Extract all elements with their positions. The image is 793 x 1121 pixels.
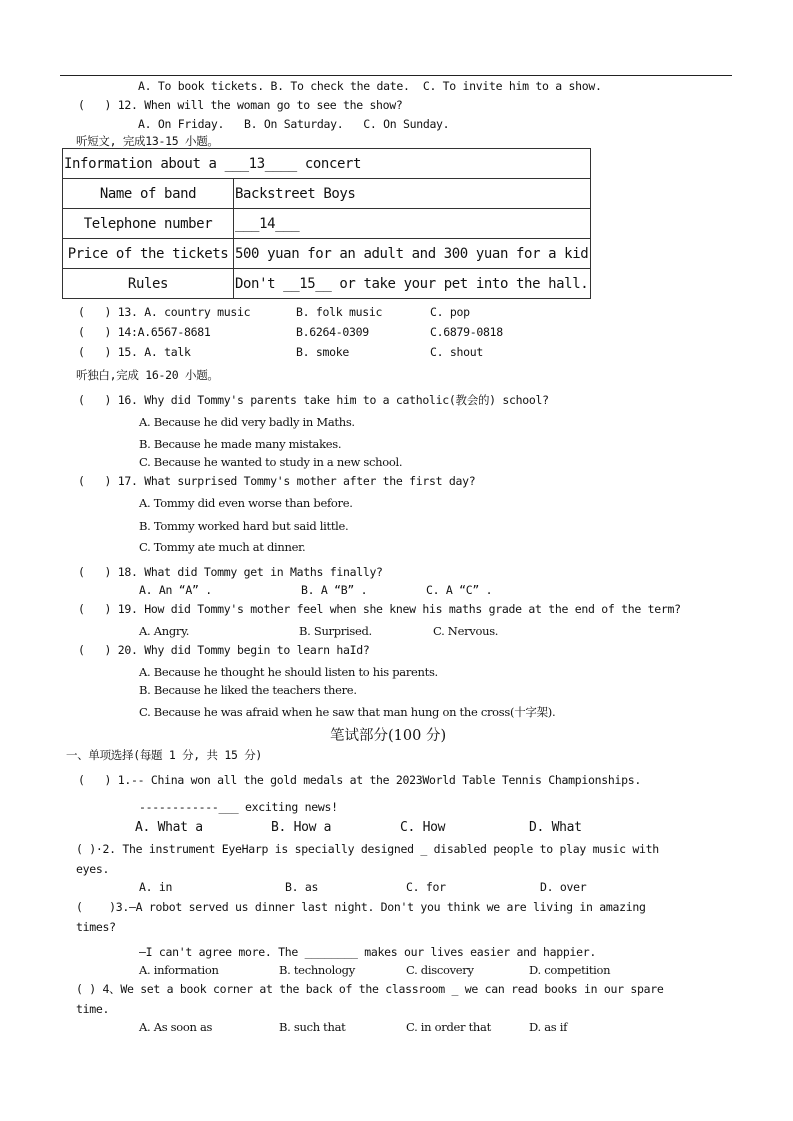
table-row [63, 179, 591, 209]
w2-stem: ( )·2. The instrument EyeHarp is specially designed _ disabled people to play music with [76, 842, 659, 856]
w1-option-d: D. What [529, 820, 582, 835]
q13-option-c: C. pop [430, 305, 470, 319]
q15-option-c: C. shout [430, 345, 483, 359]
w1-line2: ------------___ exciting news! [139, 800, 338, 814]
header-rule [60, 75, 732, 76]
q13-option-b: B. folk music [296, 305, 383, 319]
table-header: Information about a ___13____ concert [63, 149, 591, 179]
w1-option-c: C. How [400, 820, 446, 835]
w1-option-a: A. What a [135, 820, 203, 835]
q18-option-c: C. A “C” . [426, 583, 493, 597]
q19-option-c: C. Nervous. [433, 624, 499, 638]
row-label: Price of the tickets [63, 239, 234, 269]
q16-option-c: C. Because he wanted to study in a new school. [139, 455, 403, 469]
q20-option-b: B. Because he liked the teachers there. [139, 683, 357, 697]
q13-stem: ( ) 13. A. country music [78, 305, 251, 319]
q17-option-b: B. Tommy worked hard but said little. [139, 519, 349, 533]
q11-options: A. To book tickets. B. To check the date. C. To invite him to a show. [138, 79, 602, 93]
w3-option-b: B. technology [279, 963, 355, 977]
w3-line2: —I can't agree more. The ________ makes our lives easier and happier. [139, 945, 597, 959]
q15-option-b: B. smoke [296, 345, 349, 359]
w4-continuation: time. [76, 1002, 110, 1016]
concert-info-table [62, 148, 591, 299]
part1-title: 一、单项选择(每题 1 分, 共 15 分) [66, 748, 263, 762]
w2-option-b: B. as [285, 880, 319, 894]
q18-option-b: B. A “B” . [301, 583, 368, 597]
q20-stem: ( ) 20. Why did Tommy begin to learn haId? [78, 643, 370, 657]
w4-stem: ( ) 4、We set a book corner at the back of the classroom _ we can read books in our spare [76, 982, 664, 996]
table-row [63, 209, 591, 239]
row-label: Telephone number [63, 209, 234, 239]
w2-option-a: A. in [139, 880, 173, 894]
q14-option-b: B.6264-0309 [296, 325, 369, 339]
w3-continuation: times? [76, 920, 116, 934]
w2-option-d: D. over [540, 880, 587, 894]
q17-stem: ( ) 17. What surprised Tommy's mother after the first day? [78, 474, 476, 488]
q12-stem: ( ) 12. When will the woman go to see the show? [78, 98, 403, 112]
written-part-title: 笔试部分(100 分) [330, 728, 447, 744]
q17-option-a: A. Tommy did even worse than before. [139, 496, 353, 510]
section-16-20-title: 听独白,完成 16-20 小题。 [76, 368, 219, 382]
w3-option-c: C. discovery [406, 963, 474, 977]
q16-option-a: A. Because he did very badly in Maths. [139, 415, 355, 429]
w3-option-a: A. information [139, 963, 219, 977]
q20-option-a: A. Because he thought he should listen to his parents. [139, 665, 438, 679]
q19-stem: ( ) 19. How did Tommy's mother feel when she knew his maths grade at the end of the term? [78, 602, 681, 616]
row-value: Don't __15__ or take your pet into the hall. [234, 269, 591, 299]
w4-option-d: D. as if [529, 1020, 568, 1034]
w4-option-b: B. such that [279, 1020, 346, 1034]
w3-stem: ( )3.—A robot served us dinner last night. Don't you think we are living in amazing [76, 900, 646, 914]
w2-option-c: C. for [406, 880, 446, 894]
q18-stem: ( ) 18. What did Tommy get in Maths finally? [78, 565, 383, 579]
row-value: Backstreet Boys [234, 179, 591, 209]
q20-option-c: C. Because he was afraid when he saw that man hung on the cross(十字架). [139, 705, 556, 719]
q16-option-b: B. Because he made many mistakes. [139, 437, 342, 451]
q16-stem: ( ) 16. Why did Tommy's parents take him to a catholic(教会的) school? [78, 393, 549, 407]
q19-option-a: A. Angry. [139, 624, 190, 638]
w1-stem: ( ) 1.-- China won all the gold medals at the 2023World Table Tennis Championships. [78, 773, 642, 787]
q19-option-b: B. Surprised. [299, 624, 372, 638]
w1-option-b: B. How a [271, 820, 332, 835]
q14-option-c: C.6879-0818 [430, 325, 503, 339]
table-row [63, 239, 591, 269]
w2-continuation: eyes. [76, 862, 110, 876]
q18-option-a: A. An “A” . [139, 583, 212, 597]
row-value: ___14___ [234, 209, 591, 239]
q12-options: A. On Friday. B. On Saturday. C. On Sunday. [138, 117, 450, 131]
q14-stem: ( ) 14:A.6567-8681 [78, 325, 211, 339]
row-value: 500 yuan for an adult and 300 yuan for a kid [234, 239, 591, 269]
table-row [63, 269, 591, 299]
w4-option-a: A. As soon as [139, 1020, 213, 1034]
q17-option-c: C. Tommy ate much at dinner. [139, 540, 306, 554]
w4-option-c: C. in order that [406, 1020, 491, 1034]
q15-stem: ( ) 15. A. talk [78, 345, 191, 359]
row-label: Rules [63, 269, 234, 299]
w3-option-d: D. competition [529, 963, 611, 977]
row-label: Name of band [63, 179, 234, 209]
section-13-15-title: 听短文, 完成13-15 小题。 [76, 134, 219, 148]
